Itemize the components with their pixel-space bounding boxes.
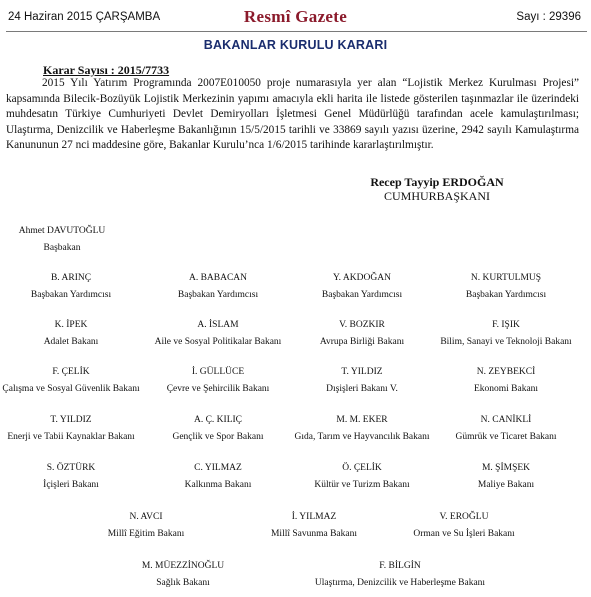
minister-signature bbox=[314, 461, 409, 492]
minister-signature bbox=[172, 413, 263, 444]
minister-signature bbox=[322, 271, 402, 302]
minister-name: İ. YILMAZ bbox=[291, 512, 337, 522]
president-title: CUMHURBAŞKANI bbox=[383, 189, 490, 203]
minister-title: Ulaştırma, Denizcilik ve Haberleşme Bakanı bbox=[314, 578, 486, 588]
minister-name: M. MÜEZZİNOĞLU bbox=[141, 561, 225, 571]
minister-signature bbox=[440, 318, 571, 349]
minister-name: F. BİLGİN bbox=[379, 561, 421, 571]
minister-name: A. Ç. KILIÇ bbox=[193, 415, 243, 425]
minister-title: Başbakan Yardımcısı bbox=[321, 290, 403, 300]
gazette-header bbox=[4, 0, 587, 38]
minister-title: Gümrük ve Ticaret Bakanı bbox=[455, 432, 557, 442]
minister-name: K. İPEK bbox=[54, 320, 88, 330]
minister-title: Çalışma ve Sosyal Güvenlik Bakanı bbox=[2, 384, 140, 394]
minister-title: Başbakan Yardımcısı bbox=[30, 290, 112, 300]
minister-signature bbox=[44, 318, 99, 349]
minister-title: Orman ve Su İşleri Bakanı bbox=[413, 529, 515, 539]
minister-name: C. YILMAZ bbox=[194, 463, 242, 473]
gazette-title: Resmî Gazete bbox=[243, 7, 348, 26]
minister-title: Enerji ve Tabii Kaynaklar Bakanı bbox=[7, 432, 135, 442]
document-title: BAKANLAR KURULU KARARI bbox=[203, 38, 388, 52]
issue-number: Sayı : 29396 bbox=[516, 11, 581, 23]
minister-signature bbox=[2, 365, 139, 396]
minister-signature bbox=[326, 365, 398, 396]
minister-title: Gıda, Tarım ve Hayvancılık Bakanı bbox=[294, 432, 430, 442]
minister-name: F. IŞIK bbox=[492, 320, 520, 330]
minister-signature bbox=[294, 413, 429, 444]
minister-signature bbox=[19, 224, 105, 255]
minister-title: Maliye Bakanı bbox=[477, 480, 535, 490]
minister-name: Ahmet DAVUTOĞLU bbox=[18, 226, 106, 236]
minister-signature bbox=[155, 318, 282, 349]
minister-title: Millî Savunma Bakanı bbox=[270, 529, 358, 539]
minister-name: İ. GÜLLÜCE bbox=[191, 367, 245, 377]
minister-signature bbox=[7, 413, 134, 444]
minister-title: Bilim, Sanayi ve Teknoloji Bakanı bbox=[440, 337, 572, 347]
minister-signature bbox=[478, 461, 534, 492]
minister-name: N. KURTULMUŞ bbox=[470, 273, 542, 283]
minister-name: S. ÖZTÜRK bbox=[46, 463, 96, 473]
minister-title: Sağlık Bakanı bbox=[156, 578, 210, 588]
minister-signature bbox=[474, 365, 538, 396]
minister-title: Avrupa Birliği Bakanı bbox=[319, 337, 405, 347]
president-name: Recep Tayyip ERDOĞAN bbox=[370, 175, 504, 189]
minister-name: V. BOZKIR bbox=[339, 320, 385, 330]
minister-name: A. İSLAM bbox=[197, 320, 239, 330]
minister-signature bbox=[320, 318, 404, 349]
minister-name: T. YILDIZ bbox=[50, 415, 92, 425]
minister-title: Gençlik ve Spor Bakanı bbox=[172, 432, 264, 442]
minister-title: Dışişleri Bakanı V. bbox=[326, 384, 398, 394]
minister-name: Ö. ÇELİK bbox=[342, 463, 382, 473]
decision-body: 2015 Yılı Yatırım Programında 2007E010050 proje numarasıyla yer alan “Lojistik Merkez Kurulması Projesi” kapsamında Bilecik-Bozüyük Lojistik Merkezinin yapımı amacıyla ekli harita ile listede gösterilen taşınmazlar ile üzerindeki muhdesatın Türkiye Cumhuriyeti Devlet Demiryolları İşletmesi Genel Müdürlüğü tarafından acele kamulaştırılması; Ulaştırma, Denizcilik ve Haberleşme Bakanlığının 15/5/2015 tarihli ve 33869 sayılı yazısı üzerine, 2942 sayılı Kamulaştırma Kanununun 27 nci maddesine göre, Bakanlar Kurulu’nca 1/6/2015 tarihinde kararlaştırılmıştır. bbox=[6, 77, 579, 152]
minister-name: Y. AKDOĞAN bbox=[333, 273, 391, 283]
minister-name: B. ARINÇ bbox=[50, 273, 92, 283]
minister-signature bbox=[108, 510, 185, 541]
minister-title: Başbakan Yardımcısı bbox=[465, 290, 547, 300]
minister-signature bbox=[413, 510, 514, 541]
minister-name: F. ÇELİK bbox=[52, 367, 90, 377]
issue-date: 24 Haziran 2015 ÇARŞAMBA bbox=[8, 11, 161, 23]
minister-signature bbox=[31, 271, 111, 302]
minister-title: Kalkınma Bakanı bbox=[184, 480, 252, 490]
minister-signature bbox=[43, 461, 99, 492]
minister-title: Başbakan Yardımcısı bbox=[177, 290, 259, 300]
minister-title: Başbakan bbox=[43, 243, 81, 253]
minister-title: Adalet Bakanı bbox=[43, 337, 99, 347]
minister-name: M. ŞİMŞEK bbox=[481, 463, 531, 473]
minister-name: N. ZEYBEKCİ bbox=[476, 367, 536, 377]
header-divider bbox=[6, 31, 587, 32]
minister-signature bbox=[178, 271, 258, 302]
minister-title: Aile ve Sosyal Politikalar Bakanı bbox=[154, 337, 282, 347]
minister-title: Millî Eğitim Bakanı bbox=[107, 529, 185, 539]
minister-name: V. EROĞLU bbox=[439, 512, 489, 522]
minister-signature bbox=[167, 365, 270, 396]
minister-signature bbox=[271, 510, 357, 541]
minister-signature bbox=[315, 559, 485, 590]
minister-signature bbox=[142, 559, 224, 590]
minister-title: İçişleri Bakanı bbox=[43, 480, 99, 490]
minister-title: Ekonomi Bakanı bbox=[473, 384, 539, 394]
minister-signature bbox=[185, 461, 252, 492]
minister-name: A. BABACAN bbox=[188, 273, 248, 283]
decision-number: Karar Sayısı : 2015/7733 bbox=[43, 63, 170, 77]
minister-title: Kültür ve Turizm Bakanı bbox=[314, 480, 410, 490]
minister-signature bbox=[455, 413, 556, 444]
minister-name: N. AVCI bbox=[129, 512, 163, 522]
minister-name: T. YILDIZ bbox=[341, 367, 383, 377]
minister-title: Çevre ve Şehircilik Bakanı bbox=[166, 384, 270, 394]
minister-signature bbox=[466, 271, 546, 302]
minister-name: M. M. EKER bbox=[336, 415, 388, 425]
minister-name: N. CANİKLİ bbox=[480, 415, 532, 425]
